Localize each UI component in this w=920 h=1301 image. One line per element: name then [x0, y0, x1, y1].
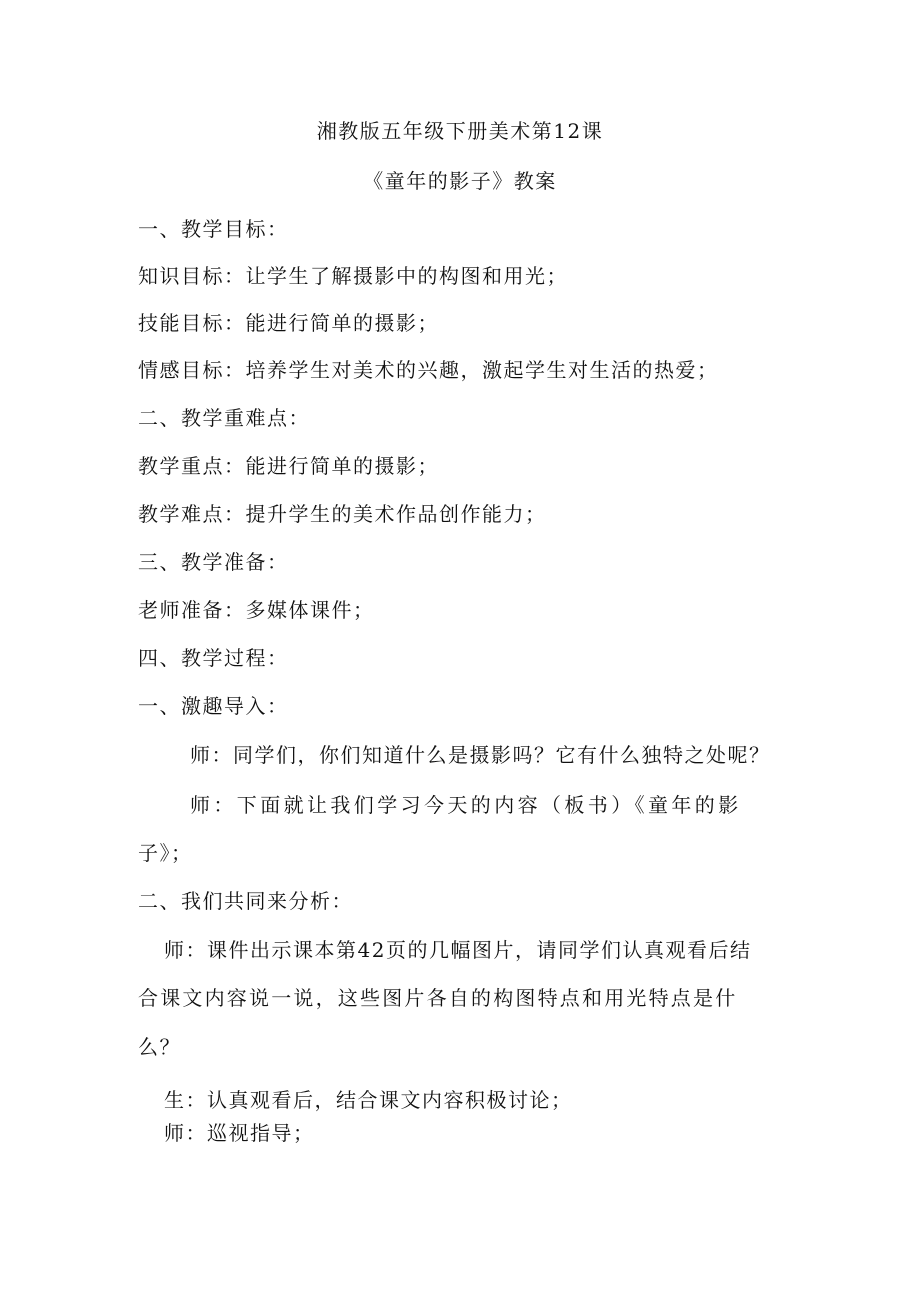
- paragraph: 师：课件出示课本第42页的几幅图片，请同学们认真观看后结: [164, 938, 752, 962]
- paragraph: 教学重点：能进行简单的摄影；: [138, 454, 439, 478]
- paragraph-continuation: 子》；: [138, 841, 193, 865]
- paragraph-continuation: 么？: [138, 1035, 181, 1059]
- section-heading: 三、教学准备：: [138, 550, 289, 574]
- section-heading: 一、激趣导入：: [138, 694, 289, 718]
- paragraph-continuation: 合课文内容说一说，这些图片各自的构图特点和用光特点是什: [138, 986, 738, 1010]
- document-title: 湘教版五年级下册美术第12课: [316, 119, 604, 143]
- section-heading: 四、教学过程：: [138, 646, 289, 670]
- section-heading: 二、教学重难点：: [138, 406, 310, 430]
- paragraph: 师：巡视指导；: [164, 1121, 315, 1145]
- paragraph: 知识目标：让学生了解摄影中的构图和用光；: [138, 264, 568, 288]
- section-heading: 二、我们共同来分析：: [138, 889, 353, 913]
- section-heading: 一、教学目标：: [138, 217, 289, 241]
- paragraph: 情感目标：培养学生对美术的兴趣，激起学生对生活的热爱；: [138, 358, 719, 382]
- paragraph: 教学难点：提升学生的美术作品创作能力；: [138, 502, 547, 526]
- paragraph: 师：下面就让我们学习今天的内容（板书）《童年的影: [190, 793, 742, 817]
- document-subtitle: 《童年的影子》教案: [363, 169, 557, 193]
- paragraph: 师：同学们，你们知道什么是摄影吗？它有什么独特之处呢？: [190, 743, 771, 767]
- paragraph: 生：认真观看后，结合课文内容积极讨论；: [164, 1088, 573, 1112]
- paragraph: 老师准备：多媒体课件；: [138, 598, 375, 622]
- paragraph: 技能目标：能进行简单的摄影；: [138, 311, 439, 335]
